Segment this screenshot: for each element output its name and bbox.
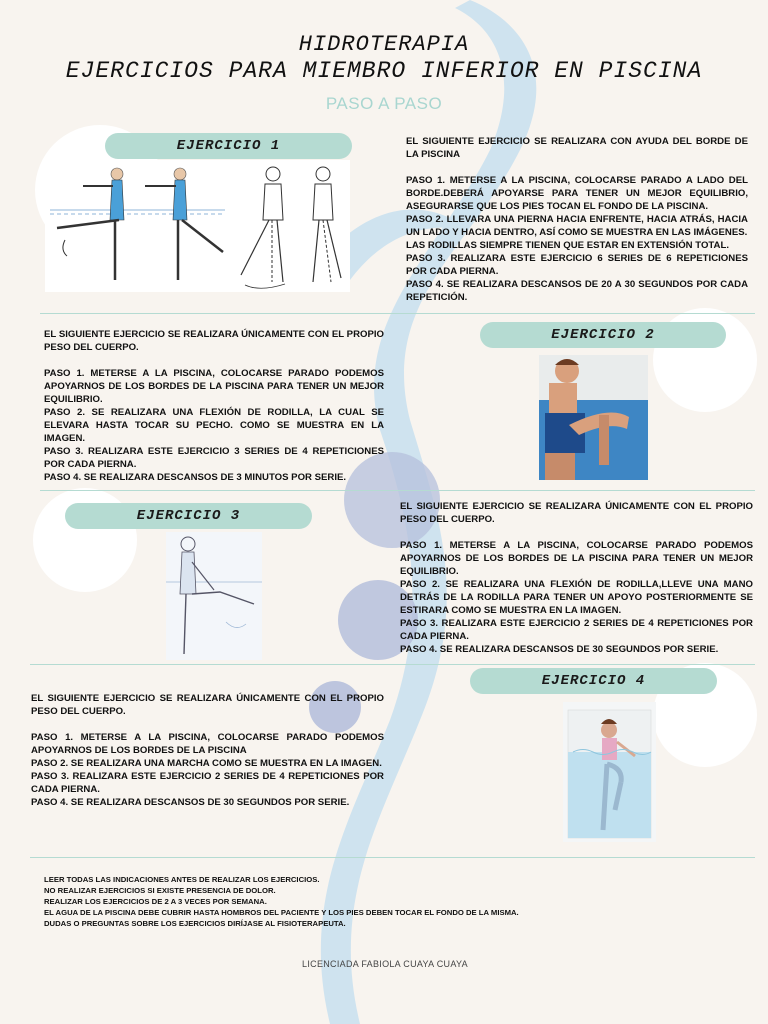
divider [30, 664, 755, 665]
leg-swing-illustration [45, 160, 350, 292]
divider [30, 857, 755, 858]
exercise-1-label: EJERCICIO 1 [105, 133, 352, 159]
exercise-2-text: EL SIGUIENTE EJERCICIO SE REALIZARA ÚNICAMENTE CON EL PROPIO PESO DEL CUERPO. PASO 1. METERSE A LA PISCINA, COLOCARSE PARADO PODEMOS APOYARNOS DE LOS BORDES DE LA PISCINA PARA TENER UN MEJOR EQUILIBRIO. PASO 2. SE REALIZARA UNA FLEXIÓN DE RODILLA, LA CUAL SE ELEVARA HASTA TOCAR SU PECHO. COMO SE MUESTRA EN LA IMAGEN. PASO 3. REALIZARA ESTE EJERCICIO 3 SERIES DE 4 REPETICIONES POR CADA PIERNA. PASO 4. SE REALIZARA DESCANSOS DE 3 MINUTOS POR SERIE. [44, 329, 384, 483]
signature: LICENCIADA FABIOLA CUAYA CUAYA [302, 959, 468, 969]
knee-extension-illustration [166, 532, 262, 660]
exercise-3-image [166, 532, 262, 660]
page-title-line2: EJERCICIOS PARA MIEMBRO INFERIOR EN PISCINA [65, 58, 703, 84]
exercise-1-text: EL SIGUIENTE EJERCICIO SE REALIZARA CON AYUDA DEL BORDE DE LA PISCINA PASO 1. METERSE A LA PISCINA, COLOCARSE PARADO A LADO DEL BORDE.DEBERÁ APOYARSE PARA TENER UN MEJOR EQUILIBRIO, ASEGURARSE QUE LOS PIES TOCAN EL FONDO DE LA PISCINA. PASO 2. LLEVARA UNA PIERNA HACIA ENFRENTE, HACIA ATRÁS, HACIA UN LADO Y HACIA DENTRO, ASÍ COMO SE MUESTRA EN LAS IMÁGENES. LAS RODILLAS SIEMPRE TIENEN QUE ESTAR EN EXTENSIÓN TOTAL. PASO 3. REALIZARA ESTE EJERCICIO 6 SERIES DE 6 REPETICIONES POR CADA PIERNA. PASO 4. SE REALIZARA DESCANSOS DE 20 A 30 SEGUNDOS POR CADA REPETICIÓN. [406, 136, 748, 303]
water-march-illustration [563, 702, 656, 842]
exercise-2-image [539, 355, 648, 480]
exercise-4-image [563, 702, 656, 842]
exercise-1-image [45, 160, 350, 292]
exercise-4-text: EL SIGUIENTE EJERCICIO SE REALIZARA ÚNICAMENTE CON EL PROPIO PESO DEL CUERPO. PASO 1. METERSE A LA PISCINA, COLOCARSE PARADO PODEMOS APOYARNOS DE LOS BORDES DE LA PISCINA PASO 2. SE REALIZARA UNA MARCHA COMO SE MUESTRA EN LA IMAGEN. PASO 3. REALIZARA ESTE EJERCICIO 2 SERIES DE 4 REPETICIONES POR CADA PIERNA. PASO 4. SE REALIZARA DESCANSOS DE 30 SEGUNDOS POR SERIE. [31, 693, 384, 808]
exercise-3-text: EL SIGUIENTE EJERCICIO SE REALIZARA ÚNICAMENTE CON EL PROPIO PESO DEL CUERPO. PASO 1. METERSE A LA PISCINA, COLOCARSE PARADO PODEMOS APOYARNOS DE LOS BORDES DE LA PISCINA PARA TENER UN MEJOR EQUILIBRIO. PASO 2. SE REALIZARA UNA FLEXIÓN DE RODILLA,LLEVE UNA MANO DETRÁS DE LA RODILLA PARA TENER UN APOYO POSTERIORMENTE SE ESTIRARA COMO SE MUESTRA EN LA IMAGEN. PASO 3. REALIZARA ESTE EJERCICIO 2 SERIES DE 4 REPETICIONES POR CADA PIERNA. PASO 4. SE REALIZARA DESCANSOS DE 30 SEGUNDOS POR SERIE. [400, 501, 753, 655]
page-title: HIDROTERAPIA [298, 32, 470, 57]
exercise-4-label: EJERCICIO 4 [470, 668, 717, 694]
general-notes: LEER TODAS LAS INDICACIONES ANTES DE REALIZAR LOS EJERCICIOS. NO REALIZAR EJERCICIOS SI EXISTE PRESENCIA DE DOLOR. REALIZAR LOS EJERCICIOS DE 2 A 3 VECES POR SEMANA. EL AGUA DE LA PISCINA DEBE CUBRIR HASTA HOMBROS DEL PACIENTE Y LOS PIES DEBEN TOCAR EL FONDO DE LA MISMA. DUDAS O PREGUNTAS SOBRE LOS EJERCICIOS DIRÍJASE AL FISIOTERAPEUTA. [44, 875, 519, 928]
divider [40, 313, 755, 314]
page-subtitle: PASO A PASO [325, 94, 443, 113]
exercise-3-label: EJERCICIO 3 [65, 503, 312, 529]
knee-to-chest-illustration [539, 355, 648, 480]
exercise-2-label: EJERCICIO 2 [480, 322, 726, 348]
divider [40, 490, 755, 491]
